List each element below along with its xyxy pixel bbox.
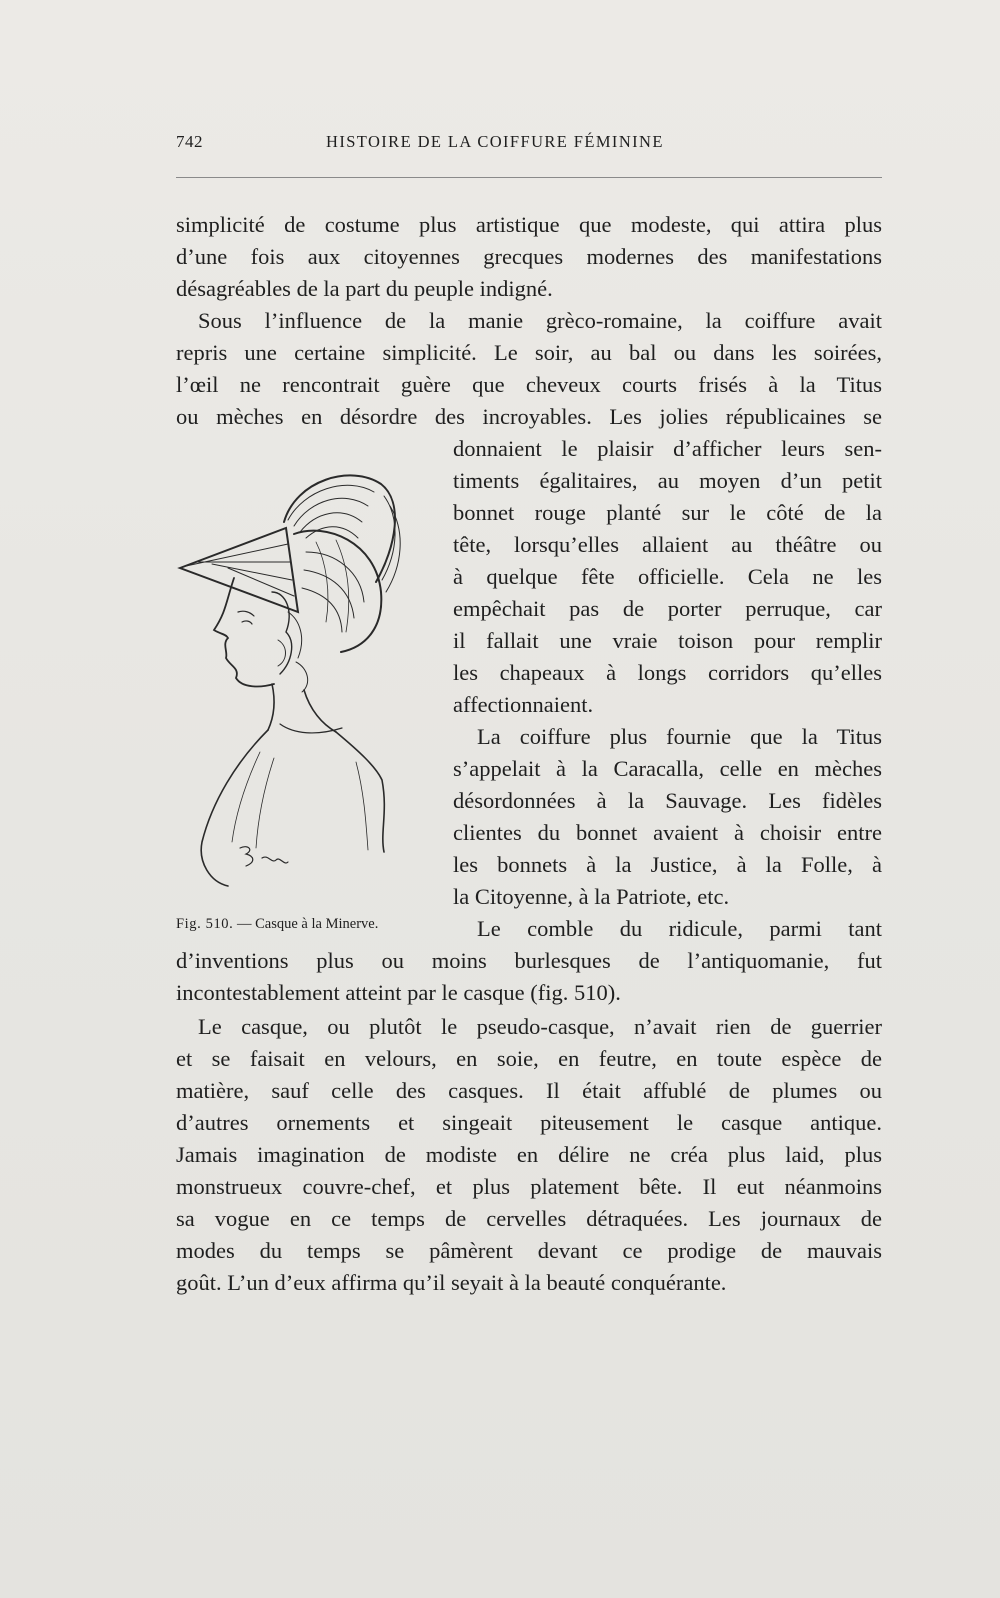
paragraph-first-line: La coiffure plus fournie que la Titus — [477, 724, 882, 749]
text-line: modes du temps se pâmèrent devant ce prodige de mauvais — [176, 1238, 882, 1263]
text-line: monstrueux couvre-chef, et plus platement bête. Il eut néanmoins — [176, 1174, 882, 1199]
text-line: matière, sauf celle des casques. Il était affublé de plumes ou — [176, 1078, 882, 1103]
minerva-helmet-illustration — [176, 462, 436, 902]
text-line: tête, lorsqu’elles allaient au théâtre ou — [453, 532, 882, 557]
header-rule — [176, 177, 882, 178]
page-number: 742 — [176, 132, 203, 151]
text-line: d’une fois aux citoyennes grecques modernes des manifestations — [176, 244, 882, 269]
text-line: sa vogue en ce temps de cervelles détraquées. Les journaux de — [176, 1206, 882, 1231]
figure-caption-text: — Casque à la Minerve. — [237, 916, 379, 932]
text-line: affectionnaient. — [453, 692, 594, 717]
running-title: HISTOIRE DE LA COIFFURE FÉMININE — [326, 132, 664, 151]
text-line: désagréables de la part du peuple indigné. — [176, 276, 553, 301]
figure-illustration — [176, 462, 436, 902]
figure-caption — [176, 916, 378, 933]
running-head — [176, 132, 882, 162]
text-line: ou mèches en désordre des incroyables. Les jolies républicaines se — [176, 404, 882, 429]
paragraph-first-line: Le casque, ou plutôt le pseudo-casque, n’avait rien de guerrier — [198, 1014, 882, 1039]
text-line: goût. L’un d’eux affirma qu’il seyait à la beauté conquérante. — [176, 1270, 727, 1295]
text-line: et se faisait en velours, en soie, en feutre, en toute espèce de — [176, 1046, 882, 1071]
text-line: incontestablement atteint par le casque (fig. 510). — [176, 980, 621, 1005]
text-line: s’appelait à la Caracalla, celle en mèches — [453, 756, 882, 781]
text-line: Jamais imagination de modiste en délire ne créa plus laid, plus — [176, 1142, 882, 1167]
text-line: donnaient le plaisir d’afficher leurs sen- — [453, 436, 882, 461]
text-line: d’inventions plus ou moins burlesques de l’antiquomanie, fut — [176, 948, 882, 973]
text-line: désordonnées à la Sauvage. Les fidèles — [453, 788, 882, 813]
text-line: simplicité de costume plus artistique que modeste, qui attira plus — [176, 212, 882, 237]
text-line: clientes du bonnet avaient à choisir entre — [453, 820, 882, 845]
text-line: l’œil ne rencontrait guère que cheveux courts frisés à la Titus — [176, 372, 882, 397]
paragraph-first-line: Sous l’influence de la manie grèco-romaine, la coiffure avait — [198, 308, 882, 333]
text-line: repris une certaine simplicité. Le soir, au bal ou dans les soirées, — [176, 340, 882, 365]
figure-label: Fig. 510. — [176, 916, 234, 932]
text-line: timents égalitaires, au moyen d’un petit — [453, 468, 882, 493]
text-line: les chapeaux à longs corridors qu’elles — [453, 660, 882, 685]
text-line: bonnet rouge planté sur le côté de la — [453, 500, 882, 525]
paragraph-first-line: Le comble du ridicule, parmi tant — [477, 916, 882, 941]
text-line: il fallait une vraie toison pour remplir — [453, 628, 882, 653]
text-line: la Citoyenne, à la Patriote, etc. — [453, 884, 730, 909]
text-line: d’autres ornements et singeait piteusement le casque antique. — [176, 1110, 882, 1135]
text-line: à quelque fête officielle. Cela ne les — [453, 564, 882, 589]
text-line: les bonnets à la Justice, à la Folle, à — [453, 852, 882, 877]
text-line: empêchait pas de porter perruque, car — [453, 596, 882, 621]
